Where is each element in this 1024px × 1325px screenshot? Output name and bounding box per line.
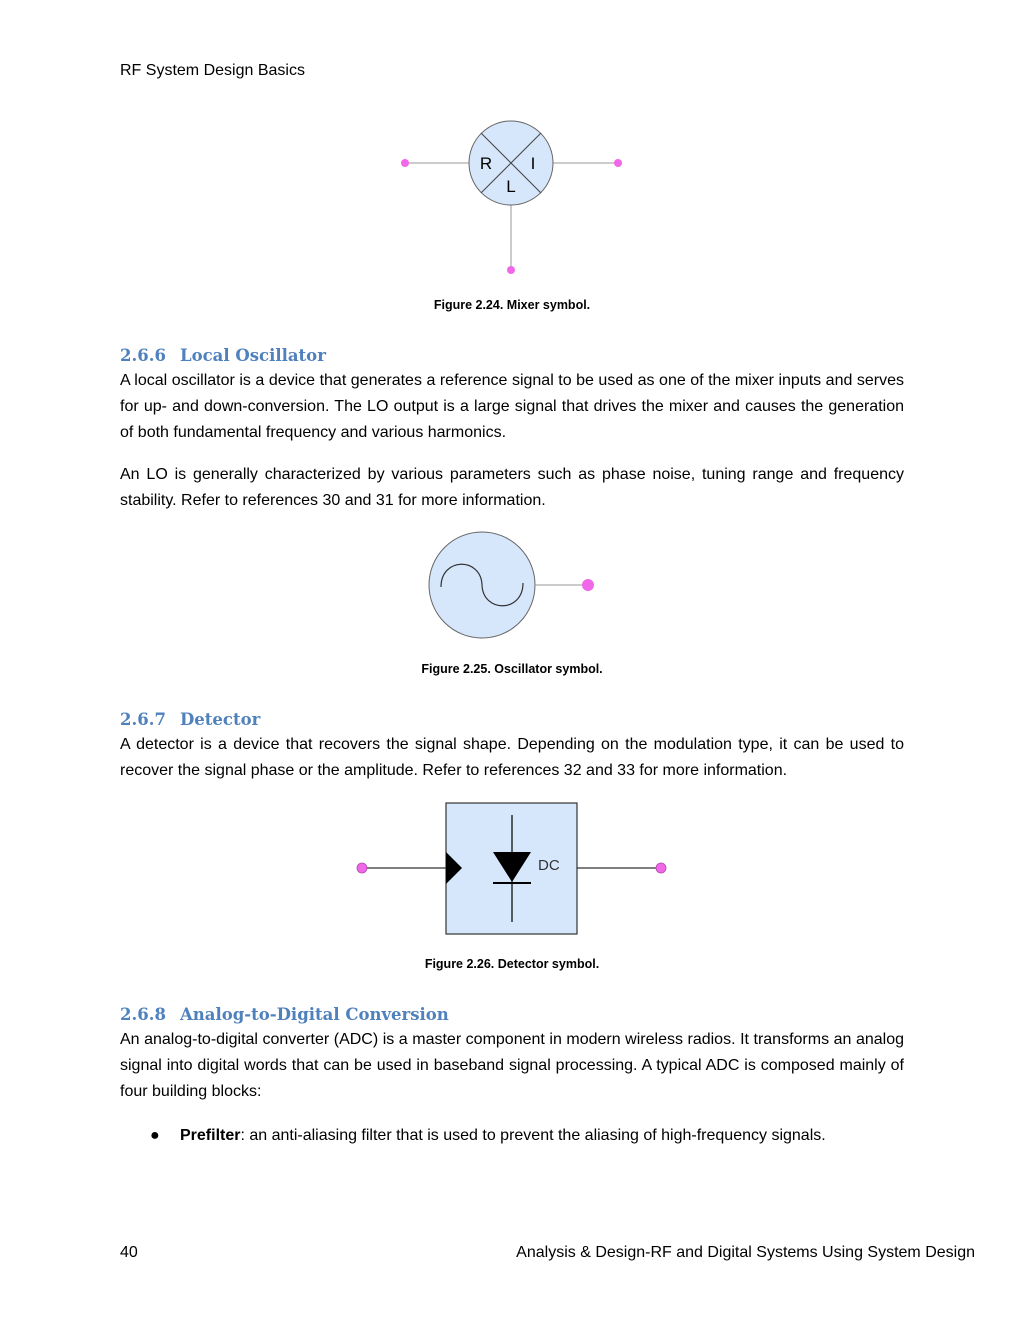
figure-caption-mixer: Figure 2.24. Mixer symbol. (433, 298, 591, 312)
mixer-l-label: L (506, 177, 516, 196)
section-number: 2.6.8 (120, 1005, 166, 1024)
figure-caption-oscillator: Figure 2.25. Oscillator symbol. (421, 662, 603, 676)
section-title: Local Oscillator (180, 346, 326, 365)
mixer-symbol (0, 110, 1024, 285)
oscillator-symbol (0, 525, 1024, 645)
mixer-rf-pin (401, 159, 409, 167)
bullet-text: : an anti-aliasing filter that is used to prevent the aliasing of high-frequency signals. (240, 1127, 826, 1144)
detector-symbol (0, 795, 1024, 940)
section-title: Detector (180, 710, 261, 729)
page-number: 40 (120, 1244, 138, 1261)
detector-input-pin (357, 863, 367, 873)
running-header: RF System Design Basics (120, 62, 305, 79)
oscillator-output-pin (582, 579, 594, 591)
figure-caption-detector: Figure 2.26. Detector symbol. (424, 957, 600, 971)
running-footer-title: Analysis & Design-RF and Digital Systems Using System Design (516, 1244, 975, 1261)
detector-output-pin (656, 863, 666, 873)
paragraph: An LO is generally characterized by various parameters such as phase noise, tuning range and frequency stability. Refer to references 30 and 31 for more information. (120, 466, 904, 509)
section-number: 2.6.6 (120, 346, 166, 365)
detector-dc-label: DC (538, 857, 560, 874)
paragraph: A detector is a device that recovers the signal shape. Depending on the modulation type, it can be used to recover the signal phase or the amplitude. Refer to references 32 and 33 for more information. (120, 736, 904, 779)
paragraph: A local oscillator is a device that generates a reference signal to be used as one of the mixer inputs and serves for up- and down-conversion. The LO output is a large signal that drives the mixer and causes the generation of both fundamental frequency and various harmonics. (120, 372, 904, 441)
bullet-term: Prefilter (180, 1127, 241, 1144)
mixer-if-pin (614, 159, 622, 167)
mixer-lo-pin (507, 266, 515, 274)
section-heading-local-oscillator (120, 346, 326, 365)
section-heading-detector (120, 710, 260, 729)
section-title: Analog-to-Digital Conversion (180, 1005, 449, 1024)
bullet-icon: ● (150, 1127, 160, 1144)
section-heading-adc (120, 1005, 449, 1024)
mixer-r-label: R (479, 154, 493, 173)
section-number: 2.6.7 (120, 710, 166, 729)
mixer-i-label: I (530, 154, 536, 173)
paragraph: An analog-to-digital converter (ADC) is a master component in modern wireless radios. It transforms an analog signal into digital words that can be used in baseband signal processing. A typical ADC is composed mainly of four building blocks: (120, 1031, 904, 1100)
